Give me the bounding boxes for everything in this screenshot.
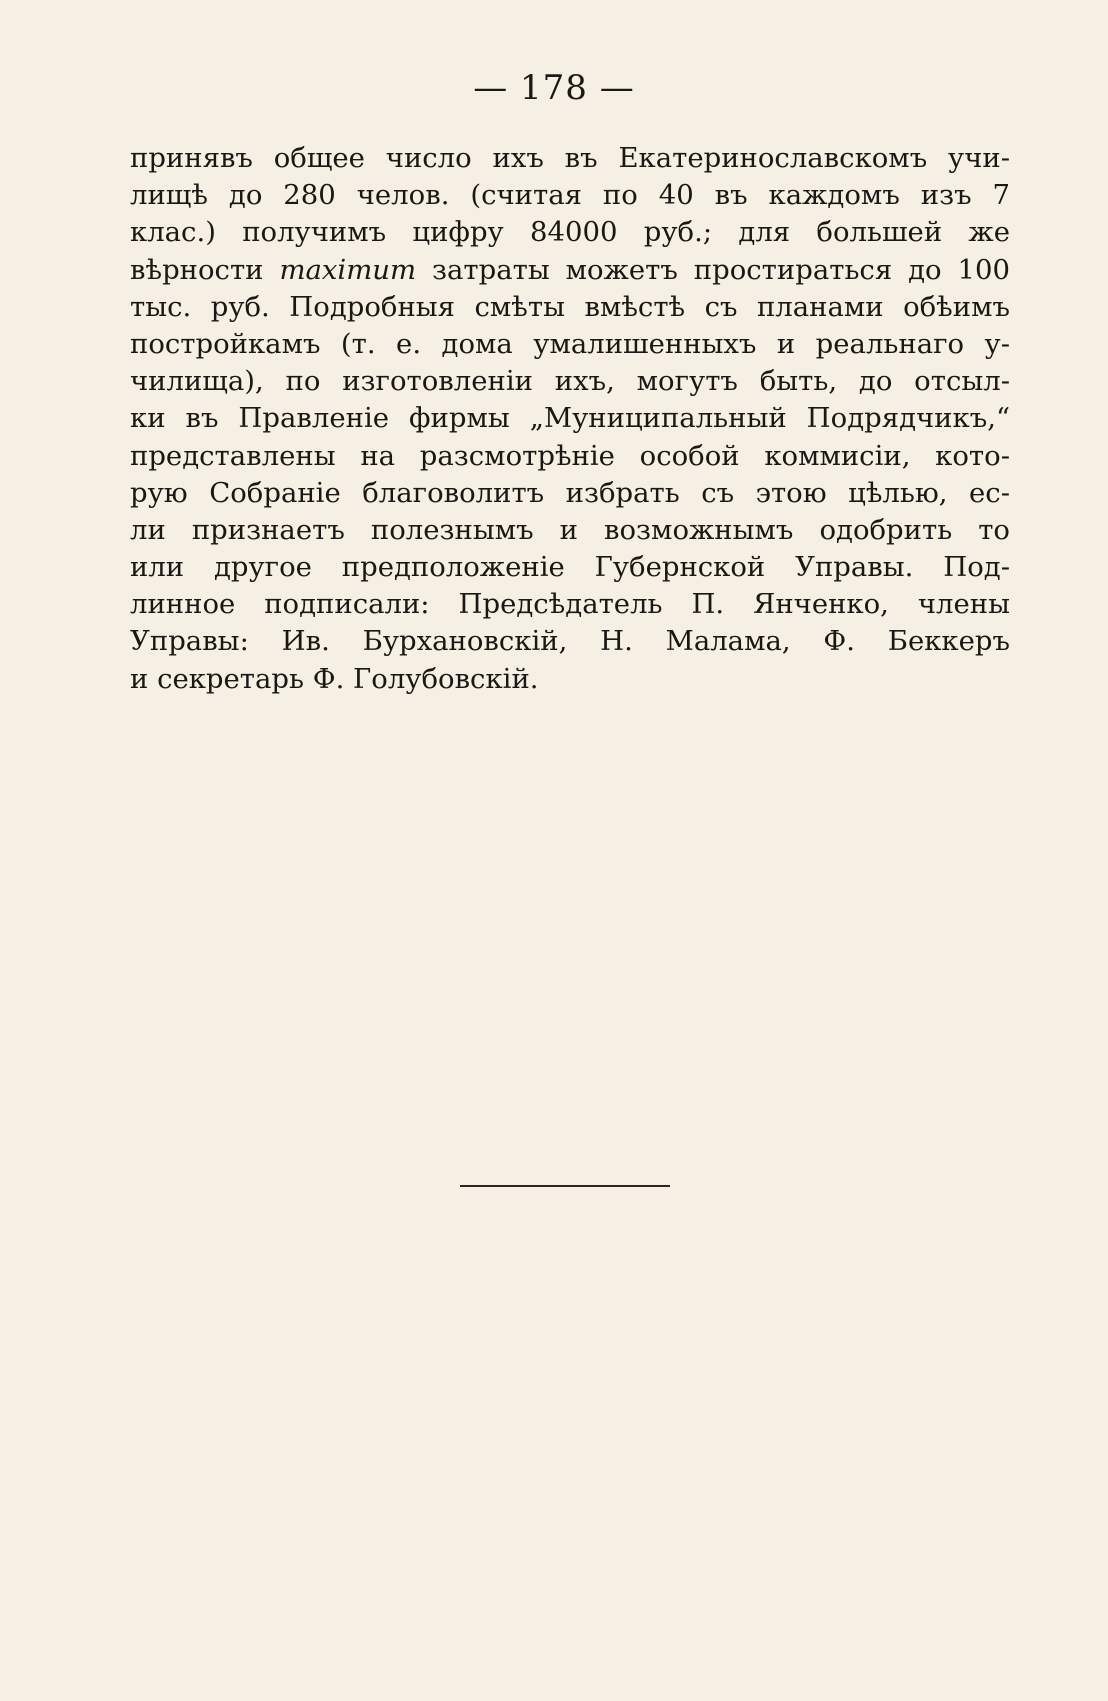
text-line: вѣрности maximum затраты можетъ простираться до 100 [130, 253, 1010, 286]
text-line: Управы: Ив. Бурхановскій, Н. Малама, Ф. Беккеръ [130, 625, 1010, 658]
text-line: линное подписали: Предсѣдатель П. Янченко, члены [130, 588, 1010, 621]
text-line: постройкамъ (т. е. дома умалишенныхъ и реальнаго у- [130, 327, 1010, 360]
text-line: представлены на разсмотрѣніе особой коммисіи, кото- [130, 439, 1010, 472]
section-divider [460, 1185, 670, 1187]
text-line: тыс. руб. Подробныя смѣты вмѣстѣ съ планами обѣимъ [130, 290, 1010, 323]
text-line: и секретарь Ф. Голубовскій. [130, 662, 539, 695]
text-line: лищѣ до 280 челов. (считая по 40 въ каждомъ изъ 7 [130, 179, 1010, 212]
text-line: или другое предположеніе Губернской Управы. Под- [130, 551, 1010, 584]
text-line: принявъ общее число ихъ въ Екатеринославскомъ учи- [130, 142, 1010, 174]
text-line: ли признаетъ полезнымъ и возможнымъ одобрить то [130, 513, 1010, 546]
text-line: клас.) получимъ цифру 84000 руб.; для большей же [130, 216, 1010, 249]
text-line: ки въ Правленіе фирмы „Муниципальный Подрядчикъ,“ [130, 402, 1010, 435]
italic-term: maximum [279, 253, 417, 286]
text-line: рую Собраніе благоволитъ избрать съ этою цѣлью, ес- [130, 476, 1010, 509]
text-line: чилища), по изготовленіи ихъ, могутъ быть, до отсыл- [130, 365, 1010, 398]
page-number: — 178 — [473, 68, 635, 108]
body-text [130, 140, 1010, 698]
